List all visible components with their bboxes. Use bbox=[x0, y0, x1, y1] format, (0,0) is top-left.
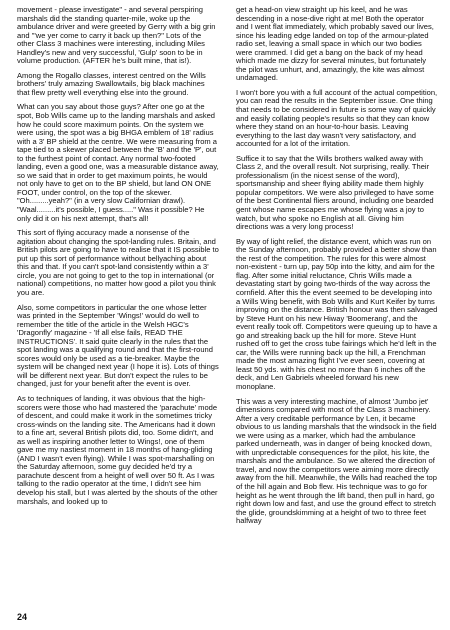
paragraph: As to techniques of landing, it was obvious that the high-scorers were those who had mastered the 'parachute' mode of descent, and could make it work in the sometimes tricky cross-winds on the landing site. The Americans had it down to a fine art, several British pilots did, too. Some didn't, and as well as inspiring another letter to Wings!, one of them gave me my nastiest moment in 18 months of hang-gliding (AND I wasn't even flying). While I was spot-marshalling on the Saturday afternoon, some guy decided he'd try a parachute descent from a height of well over 50 ft. As I was talking to the radio operator at the time, I didn't see him develop his stall, but I was alerted by the shouts of the other marshals, and looked up to bbox=[17, 393, 218, 506]
paragraph: Among the Rogallo classes, interest centred on the Wills brothers' truly amazing Swallowtails, big black machines that flew pretty well everything else into the ground. bbox=[17, 70, 206, 97]
paragraph: What can you say about those guys? After one go at the spot, Bob Wills came up to the landing marshals and asked how he could score maximum points. On the system we were using, the spot was a big BHGA emblem of 18' radius with a 3' BP shield at the centre. We were measuring from a tape tied to a skewer placed between the 'B' and the 'P', out to the furthest point of contact. Any normal two-footed landing, even a good one, was a measurable distance away, so we said that in order to get maximum points, he would not only have to get on to the BP shield, but land ON ONE FOOT, under control, on the top of the skewer. "Oh.........yeah?" (in a very slow Californian drawl). "Waal.........it's possible, I guess....." Was it possible? He only did it on his next attempt, that's all! bbox=[17, 102, 219, 223]
paragraph: This was a very interesting machine, of almost 'Jumbo jet' dimensions compared with most of the Class 3 machinery. After a very creditable performance by Len, it became obvious to us landing marshals that the windsock in the field we were using as a marker, which had the ambulance parked underneath, was in danger of being knocked down, with unpredictable consequences for the pilot, his kite, the marshals and the ambulance. So we altered the direction of travel, and now the competitors were aiming more directly away from the hill. Meanwhile, the Wills had reached the top of the hill again and Bob flew. His technique was to go for height as he went through the lift band, then pull in hard, go right down low and fast, and use the ground effect to stretch the glide, groundskimming at a height of two to three feet halfway bbox=[236, 396, 437, 526]
paragraph: Also, some competitors in particular the one whose letter was printed in the September 'Wings!' would do well to remember the title of the article in the Welsh HGC's 'Dragonfly' magazine - 'If all else fails, READ THE INSTRUCTIONS'. It said quite clearly in the rules that the spot landing was a qualifying round and that the first-round scores would only be used as a tie-breaker. Maybe the system will be changed next year (I hope it is). Lots of things will be different next year. But don't expect the rules to be changed, just for your benefit after the event is over. bbox=[17, 302, 219, 389]
page-number: 24 bbox=[17, 612, 28, 622]
left-column bbox=[17, 6, 219, 512]
paragraph: This sort of flying accuracy made a nonsense of the agitation about changing the spot-landing rules. Britain, and British pilots are going to have to realise that it IS possible to put up this sort of performance without bellyaching about this and that. If you can't spot-land consistently within a 3' circle, you are not going to get to the top in international (or national) competitions, no matter how good a pilot you think you are. bbox=[17, 228, 219, 297]
paragraph: I won't bore you with a full account of the actual competition, you can read the results in the September issue. One thing that needs to be considered in future is some way of quickly and easily collating people's results so that they can know where they stand on an hour-to-hour basis. Leaving everything to the last day wasn't very satisfactory, and accounted for a lot of the irritation. bbox=[236, 87, 438, 149]
right-column bbox=[236, 6, 438, 532]
paragraph: By way of light relief, the distance event, which was run on the Sunday afternoon, probably provided a better show than the rest of the competition. The rules for this were almost non-existent - turn up, pay 50p into the kitty, and aim for the flag. After some initial reluctance, Chris Wills made a devastating start by going two-thirds of the way across the cornfield. After this the event seemed to be developing into a Wills Wing benefit, with Bob Wills and Kurt Keifer by turns improving on the distance. British honour was then salvaged by Steve Hunt on his new Hiway 'Boomerang', and the event really took off. Competitors were queuing up to have a go and streaking back up the hill for more. Steve Hunt rushed off to get the cross tube fairings which he'd left in the car, the Wills were running back up the hill, a Frenchman made the most amazing flight I've ever seen, covering at least 50 yds. with his chest no more than 6 inches off the deck, and Len Gabriels wheeled forward his new monoplane. bbox=[236, 236, 438, 391]
paragraph: movement - please investigate" - and several perspiring marshals did the standing quarter-mile, woke up the ambulance driver and were greeted by Gerry with a big grin and '"we yer come to carry it back up then?" Lots of the other Class 3 machines were interesting, including Miles Handley's new and very successful, 'Gulp' soon to be in volume production. (AFTER he's built mine, that is!). bbox=[17, 5, 216, 66]
paragraph: get a head-on view straight up his keel, and he was descending in a nose-dive right at me! Both the operator and I went flat immediately, which probably saved our lives, since his leading edge landed on top of the armour-plated radio set, leaving a small space in which our two bodies were crammed. I did get a bang on the back of my head which made me dizzy for several minutes, but fortunately the pilot was unhurt, and, amazingly, the kite was almost undamaged. bbox=[236, 5, 434, 83]
paragraph: Suffice it to say that the Wills brothers walked away with Class 2, and the overall result. Not surprising, really. Their professionalism (in the nicest sense of the word), sportsmanship and sheer flying ability made them highly popular competitors. We were also privileged to have some of the best Continental fliers around, including one bearded gent whose name escapes me whose flying was a joy to watch, but who spoke no English at all. Giving him directions was a very long process! bbox=[236, 153, 434, 232]
